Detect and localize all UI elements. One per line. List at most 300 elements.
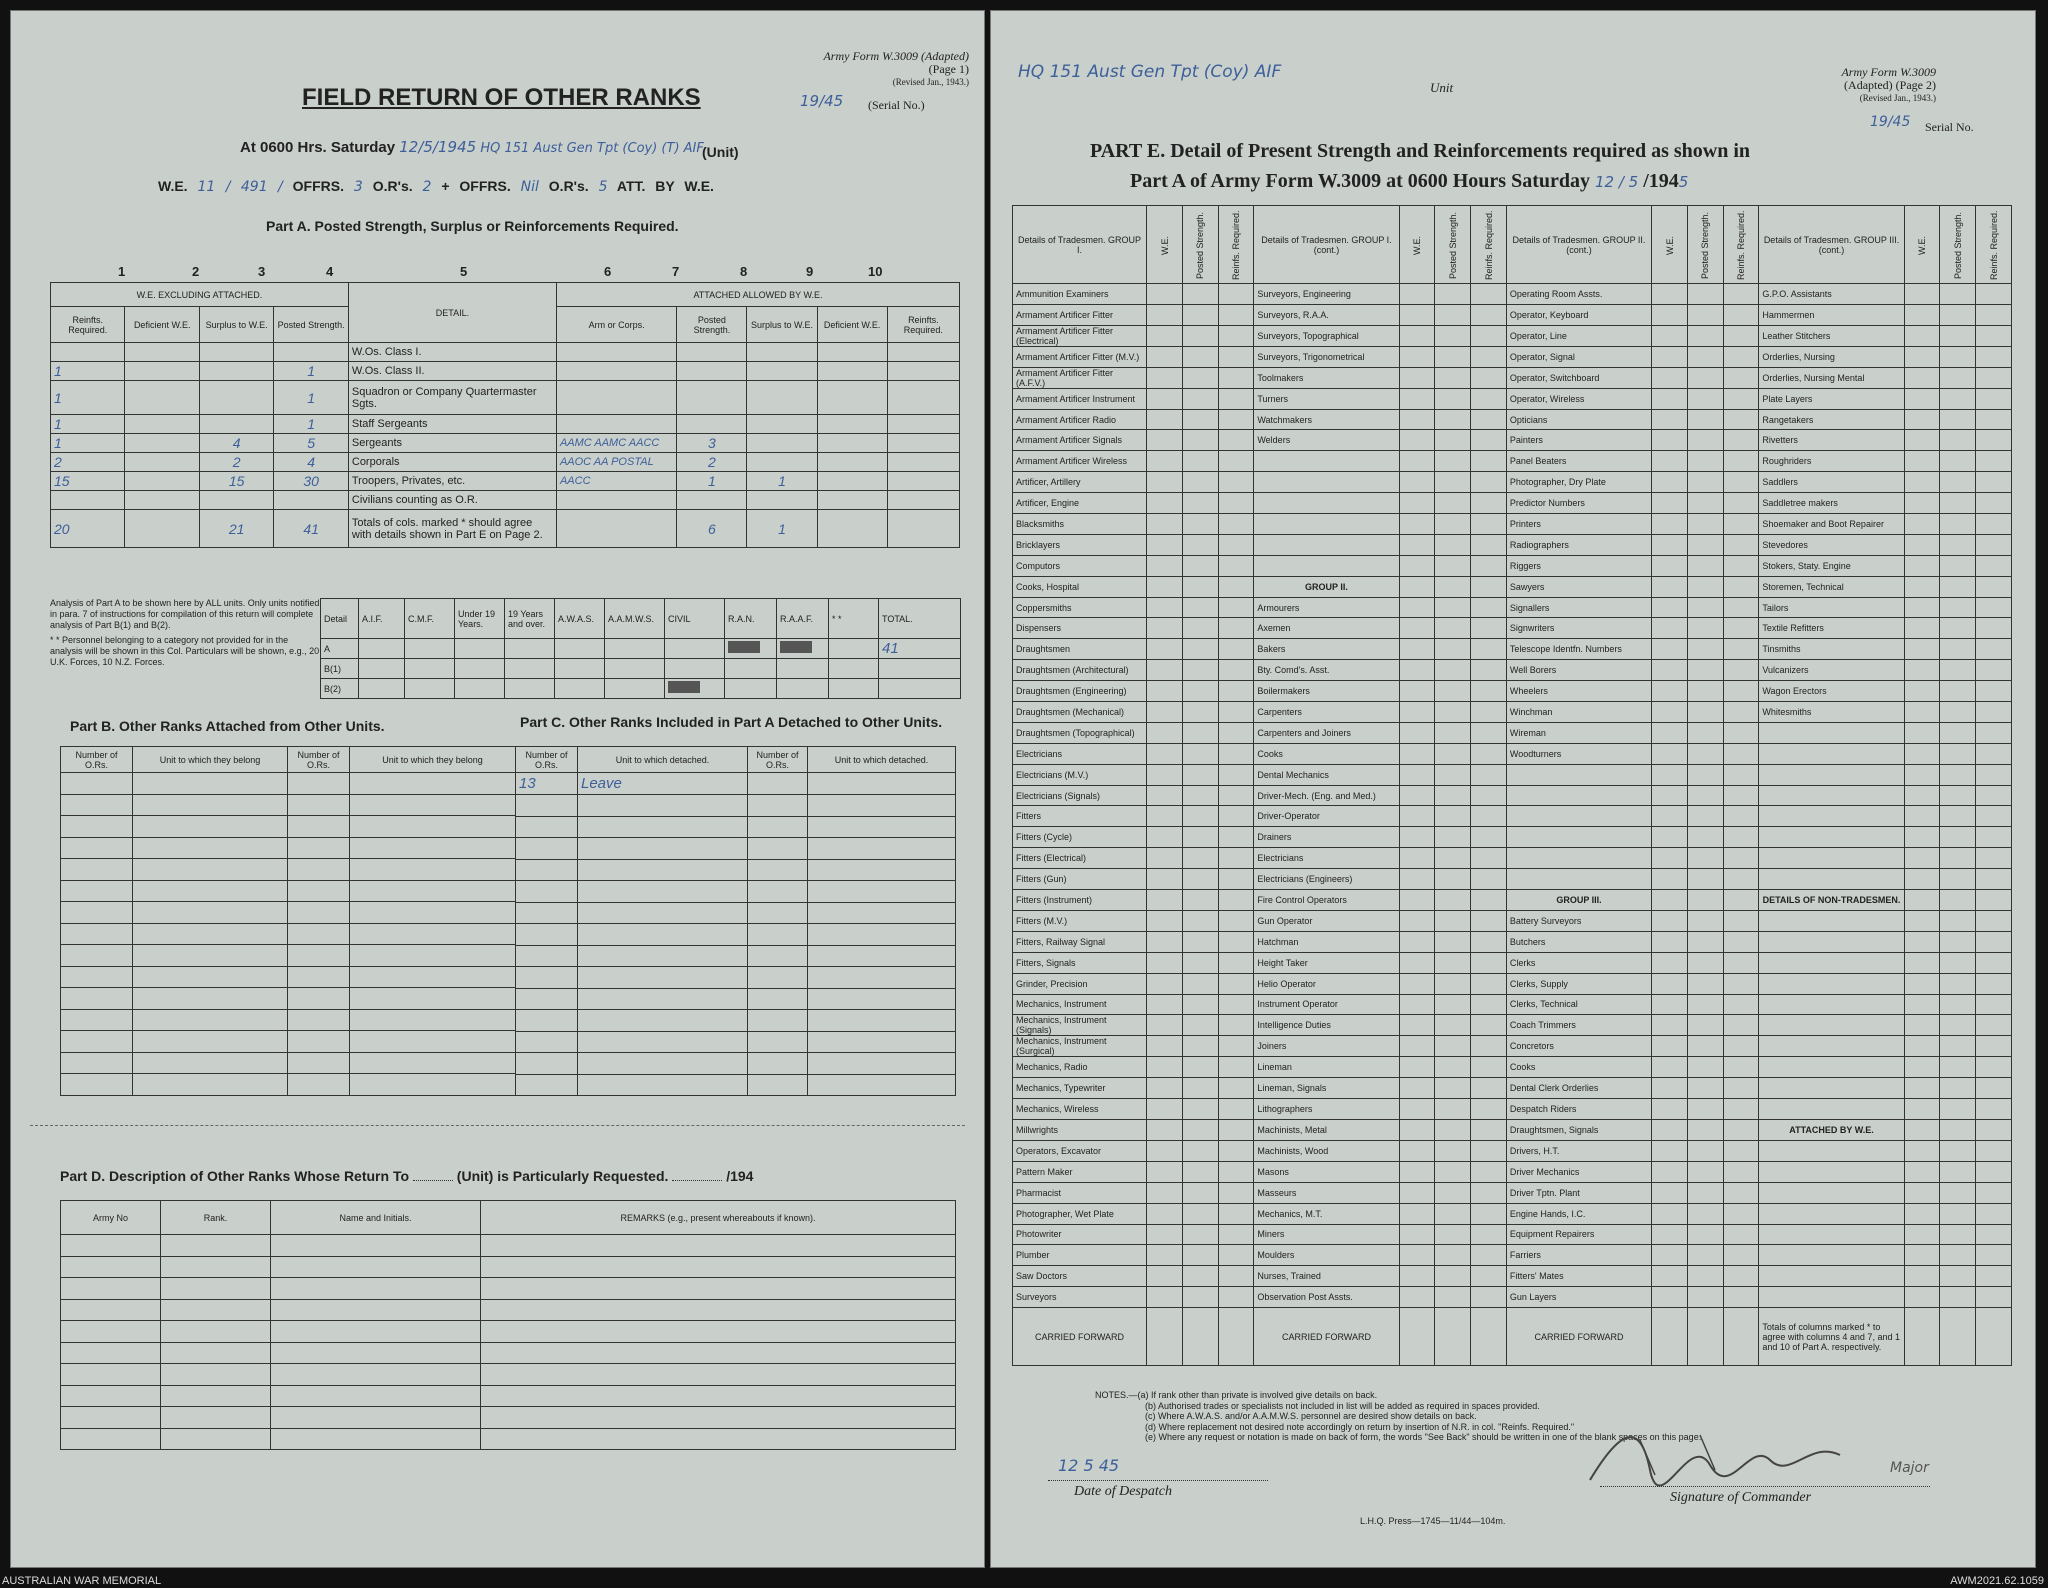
trade-name-cell: Artificer, Engine — [1013, 493, 1147, 514]
count-cell — [1904, 1287, 1940, 1308]
form-number: Army Form W.3009 (Adapted) — [823, 49, 969, 63]
count-cell — [1687, 1015, 1723, 1036]
count-cell — [1399, 1224, 1435, 1245]
blank-row — [516, 1031, 956, 1053]
blank-row — [516, 902, 956, 924]
count-cell — [1976, 493, 2012, 514]
trade-row — [1013, 346, 2012, 367]
part-a-row — [51, 434, 960, 453]
blank-cell — [350, 1074, 516, 1096]
count-cell — [1182, 1203, 1218, 1224]
count-cell — [1904, 284, 1940, 305]
year-prefix: /194 — [1643, 170, 1679, 192]
count-cell — [1940, 952, 1976, 973]
trade-name-cell: DETAILS OF NON-TRADESMEN. — [1759, 890, 1904, 911]
count-cell — [1218, 304, 1254, 325]
trade-name-cell: Wheelers — [1506, 681, 1651, 702]
blank-cell — [808, 795, 956, 817]
attached-deficient-cell — [817, 472, 887, 491]
blank-cell — [288, 773, 350, 795]
count-cell — [1147, 1161, 1183, 1182]
count-cell — [1218, 848, 1254, 869]
trade-name-cell: Intelligence Duties — [1254, 1015, 1399, 1036]
count-cell — [1904, 1224, 1940, 1245]
blank-cell — [133, 794, 288, 816]
trade-row — [1013, 973, 2012, 994]
blank-cell — [288, 859, 350, 881]
count-cell — [1976, 827, 2012, 848]
blank-row — [61, 880, 516, 902]
blank-cell — [748, 1074, 808, 1096]
blank-row — [61, 1009, 516, 1031]
col-header: Posted Strength. — [274, 307, 348, 343]
trade-row — [1013, 1057, 2012, 1078]
count-cell — [1687, 722, 1723, 743]
count-cell — [1687, 1245, 1723, 1266]
count-cell — [1723, 722, 1759, 743]
blank-row — [516, 967, 956, 989]
count-cell — [1399, 1036, 1435, 1057]
count-cell — [1399, 952, 1435, 973]
count-cell — [1147, 639, 1183, 660]
blank-cell — [516, 859, 578, 881]
blank-row — [61, 945, 516, 967]
right-page — [990, 10, 2036, 1568]
attached-surplus-cell — [747, 434, 817, 453]
trade-name-cell — [1759, 994, 1904, 1015]
trade-name-cell: Height Taker — [1254, 952, 1399, 973]
trade-name-cell: Rivetters — [1759, 430, 1904, 451]
attached-posted-cell: 1 — [677, 472, 747, 491]
count-cell — [1399, 1182, 1435, 1203]
count-cell — [1904, 869, 1940, 890]
trade-name-cell: Machinists, Wood — [1254, 1140, 1399, 1161]
trade-name-cell: Fitters, Signals — [1013, 952, 1147, 973]
count-cell — [1471, 409, 1507, 430]
count-cell — [1471, 764, 1507, 785]
carried-forward-label: CARRIED FORWARD — [1013, 1308, 1147, 1366]
count-cell — [1976, 639, 2012, 660]
trade-row — [1013, 660, 2012, 681]
blank-row — [61, 1031, 516, 1053]
count-cell — [1976, 1078, 2012, 1099]
surplus-cell — [199, 491, 273, 510]
blank-cell — [288, 902, 350, 924]
blank-cell — [748, 945, 808, 967]
blank-cell — [161, 1278, 271, 1300]
blank-row — [61, 1407, 956, 1429]
analysis-row-label: B(2) — [321, 679, 359, 699]
count-cell — [1399, 555, 1435, 576]
blank-cell — [481, 1235, 956, 1257]
blank-cell — [61, 1407, 161, 1429]
blank-cell — [516, 945, 578, 967]
trade-name-cell: Welders — [1254, 430, 1399, 451]
count-cell — [1652, 952, 1688, 973]
count-cell — [1976, 722, 2012, 743]
count-cell — [1976, 304, 2012, 325]
col-number: 2 — [192, 264, 200, 279]
count-cell — [1399, 1078, 1435, 1099]
count-cell — [1976, 1224, 2012, 1245]
trade-name-cell: Surveyors, Topographical — [1254, 325, 1399, 346]
count-cell — [1687, 1057, 1723, 1078]
count-cell — [1976, 931, 2012, 952]
trade-name-cell: Winchman — [1506, 702, 1651, 723]
trade-name-cell — [1759, 1036, 1904, 1057]
blank-cell — [61, 945, 133, 967]
count-cell — [1435, 1182, 1471, 1203]
count-cell — [1435, 1057, 1471, 1078]
attached-deficient-cell — [817, 510, 887, 548]
count-cell — [1399, 1266, 1435, 1287]
count-cell — [1904, 514, 1940, 535]
trade-row — [1013, 1078, 2012, 1099]
posted-strength-cell: 4 — [274, 453, 348, 472]
attached-deficient-cell — [817, 453, 887, 472]
count-cell — [1147, 1182, 1183, 1203]
trade-name-cell: Armament Artificer Fitter — [1013, 304, 1147, 325]
attached-posted-cell — [677, 491, 747, 510]
blank-cell — [161, 1364, 271, 1386]
trade-name-cell: Surveyors, Trigonometrical — [1254, 346, 1399, 367]
count-cell — [1940, 1057, 1976, 1078]
sub-header: W.E. — [1904, 206, 1940, 284]
blank-cell — [808, 988, 956, 1010]
count-cell — [1147, 1099, 1183, 1120]
count-cell — [1147, 1078, 1183, 1099]
count-cell — [1687, 493, 1723, 514]
count-cell — [1218, 388, 1254, 409]
count-cell — [1723, 451, 1759, 472]
arm-corps-cell — [556, 510, 676, 548]
analysis-header: R.A.N. — [725, 599, 777, 639]
count-cell — [1723, 994, 1759, 1015]
analysis-header: TOTAL. — [879, 599, 961, 639]
blank-cell — [288, 945, 350, 967]
count-cell — [1399, 576, 1435, 597]
trade-name-cell: Stokers, Staty. Engine — [1759, 555, 1904, 576]
count-cell — [1399, 722, 1435, 743]
count-cell — [1976, 534, 2012, 555]
blank-row — [516, 795, 956, 817]
blank-cell — [271, 1364, 481, 1386]
attached-reinfts-cell — [887, 415, 959, 434]
count-cell — [1723, 618, 1759, 639]
col-header: Reinfts. Required. — [887, 307, 959, 343]
count-cell — [1687, 869, 1723, 890]
count-cell — [1940, 1287, 1976, 1308]
blank-cell — [161, 1342, 271, 1364]
count-cell — [1723, 848, 1759, 869]
surplus-cell: 15 — [199, 472, 273, 491]
count-cell — [1940, 618, 1976, 639]
blank-row — [516, 838, 956, 860]
trade-row — [1013, 910, 2012, 931]
count-cell — [1723, 1266, 1759, 1287]
signature-label: Signature of Commander — [1670, 1490, 1812, 1505]
blank-cell — [578, 967, 748, 989]
count-cell — [1399, 1099, 1435, 1120]
count-cell — [1904, 806, 1940, 827]
trade-name-cell: Saddlers — [1759, 472, 1904, 493]
count-cell — [1435, 284, 1471, 305]
count-cell — [1435, 1078, 1471, 1099]
trade-name-cell — [1759, 1078, 1904, 1099]
part-c-header: Unit to which detached. — [578, 747, 748, 773]
count-cell — [1218, 325, 1254, 346]
att-label: ATT. BY W.E. — [616, 178, 714, 194]
trade-name-cell — [1759, 1161, 1904, 1182]
count-cell — [1904, 890, 1940, 911]
count-cell — [1218, 451, 1254, 472]
detail-cell: Troopers, Privates, etc. — [348, 472, 556, 491]
blank-cell — [61, 1428, 161, 1450]
trade-row — [1013, 534, 2012, 555]
perforation-line — [30, 1125, 965, 1126]
count-cell — [1147, 493, 1183, 514]
part-b-header: Number of O.Rs. — [288, 747, 350, 773]
trade-name-cell: Turners — [1254, 388, 1399, 409]
count-cell — [1147, 910, 1183, 931]
count-cell — [1147, 409, 1183, 430]
count-cell — [1723, 681, 1759, 702]
blank-row — [61, 1074, 516, 1096]
count-cell — [1218, 660, 1254, 681]
count-cell — [1399, 1287, 1435, 1308]
count-cell — [1182, 722, 1218, 743]
count-cell — [1723, 1224, 1759, 1245]
count-cell — [1435, 722, 1471, 743]
count-cell — [1976, 1099, 2012, 1120]
trade-name-cell: Panel Beaters — [1506, 451, 1651, 472]
count-cell — [1976, 806, 2012, 827]
attached-surplus-cell: 1 — [747, 510, 817, 548]
trade-row — [1013, 806, 2012, 827]
count-cell — [1182, 1161, 1218, 1182]
count-cell — [1976, 1036, 2012, 1057]
count-cell — [1399, 409, 1435, 430]
trade-name-cell: Electricians — [1013, 743, 1147, 764]
trade-row — [1013, 1182, 2012, 1203]
count-cell — [1435, 1120, 1471, 1141]
count-cell — [1687, 1182, 1723, 1203]
count-cell — [1652, 743, 1688, 764]
posted-strength-cell: 1 — [274, 381, 348, 415]
col-number: 4 — [326, 264, 334, 279]
blank-cell — [748, 881, 808, 903]
attached-surplus-cell — [747, 453, 817, 472]
trade-name-cell: ATTACHED BY W.E. — [1759, 1120, 1904, 1141]
trade-row — [1013, 576, 2012, 597]
count-cell — [1687, 1287, 1723, 1308]
count-cell — [1147, 555, 1183, 576]
count-cell — [1218, 1036, 1254, 1057]
we-label: W.E. — [158, 178, 188, 194]
attached-reinfts-cell — [887, 472, 959, 491]
blank-cell — [808, 859, 956, 881]
count-cell — [1435, 785, 1471, 806]
blank-cell — [61, 837, 133, 859]
plus-sign: + — [441, 178, 450, 194]
trade-name-cell — [1759, 1245, 1904, 1266]
count-cell — [1904, 910, 1940, 931]
blank-cell — [481, 1385, 956, 1407]
count-cell — [1218, 827, 1254, 848]
analysis-header: C.M.F. — [405, 599, 455, 639]
part-a-row — [51, 362, 960, 381]
part-a-row — [51, 415, 960, 434]
count-cell — [1652, 931, 1688, 952]
count-cell — [1940, 931, 1976, 952]
count-cell — [1471, 952, 1507, 973]
trade-name-cell: Armament Artificer Radio — [1013, 409, 1147, 430]
count-cell — [1147, 597, 1183, 618]
blank-cell — [808, 1053, 956, 1075]
blank-cell — [271, 1342, 481, 1364]
count-cell — [1940, 430, 1976, 451]
count-cell — [1182, 325, 1218, 346]
count-cell — [1652, 284, 1688, 305]
sub-header: W.E. — [1399, 206, 1435, 284]
count-cell — [1182, 534, 1218, 555]
trade-name-cell — [1759, 1266, 1904, 1287]
count-cell — [1723, 827, 1759, 848]
count-cell — [1940, 681, 1976, 702]
count-cell — [1687, 681, 1723, 702]
count-cell — [1723, 409, 1759, 430]
trade-name-cell — [1254, 534, 1399, 555]
count-cell — [1147, 931, 1183, 952]
part-a-row — [51, 472, 960, 491]
footer-reference: AWM2021.62.1059 — [1950, 1575, 2044, 1587]
serial-label: Serial No. — [1925, 120, 1974, 134]
count-cell — [1218, 869, 1254, 890]
blank-row — [61, 966, 516, 988]
count-cell — [1687, 304, 1723, 325]
count-cell — [1723, 388, 1759, 409]
arm-corps-cell — [556, 415, 676, 434]
blank-cell — [350, 923, 516, 945]
count-cell — [1218, 1099, 1254, 1120]
part-c-header: Number of O.Rs. — [748, 747, 808, 773]
trade-row — [1013, 367, 2012, 388]
trade-row — [1013, 764, 2012, 785]
trade-name-cell: Operators, Excavator — [1013, 1140, 1147, 1161]
trade-name-cell: Electricians (Engineers) — [1254, 869, 1399, 890]
count-cell — [1904, 1120, 1940, 1141]
count-cell — [1182, 430, 1218, 451]
count-cell — [1399, 388, 1435, 409]
trade-name-cell: Draughtsmen (Engineering) — [1013, 681, 1147, 702]
blank-row — [61, 1052, 516, 1074]
count-cell — [1471, 346, 1507, 367]
count-cell — [1471, 827, 1507, 848]
count-cell — [1687, 702, 1723, 723]
blank-cell — [808, 881, 956, 903]
count-cell — [1904, 1078, 1940, 1099]
blank-cell — [350, 966, 516, 988]
blank-cell — [516, 1031, 578, 1053]
count-cell — [1940, 1036, 1976, 1057]
trade-name-cell: Saddletree makers — [1759, 493, 1904, 514]
trade-row — [1013, 430, 2012, 451]
count-cell — [1218, 367, 1254, 388]
surplus-cell — [199, 415, 273, 434]
trade-name-cell: Observation Post Assts. — [1254, 1287, 1399, 1308]
count-cell — [1687, 764, 1723, 785]
count-cell — [1652, 910, 1688, 931]
trade-name-cell — [1254, 493, 1399, 514]
sub-header: Posted Strength. — [1940, 206, 1976, 284]
count-cell — [1687, 973, 1723, 994]
count-cell — [1652, 681, 1688, 702]
count-cell — [1976, 576, 2012, 597]
count-cell — [1182, 1015, 1218, 1036]
trade-name-cell: Toolmakers — [1254, 367, 1399, 388]
count-cell — [1182, 743, 1218, 764]
count-cell — [1652, 1161, 1688, 1182]
sub-header: Reinfs. Required. — [1723, 206, 1759, 284]
subtitle-text: Part A of Army Form W.3009 at 0600 Hours Saturday — [1130, 170, 1590, 192]
count-cell — [1904, 681, 1940, 702]
count-cell — [1904, 639, 1940, 660]
trade-name-cell — [1759, 1140, 1904, 1161]
count-cell — [1147, 514, 1183, 535]
trade-name-cell: Orderlies, Nursing — [1759, 346, 1904, 367]
count-cell — [1652, 388, 1688, 409]
count-cell — [1652, 1203, 1688, 1224]
trade-name-cell: Nurses, Trained — [1254, 1266, 1399, 1287]
count-cell — [1471, 1182, 1507, 1203]
count-cell — [1147, 890, 1183, 911]
deficient-cell — [125, 381, 199, 415]
count-cell — [1435, 994, 1471, 1015]
trade-name-cell — [1506, 869, 1651, 890]
count-cell — [1976, 346, 2012, 367]
count-cell — [1147, 1245, 1183, 1266]
attached-header: ATTACHED ALLOWED BY W.E. — [556, 283, 959, 307]
trade-name-cell: Fire Control Operators — [1254, 890, 1399, 911]
count-cell — [1218, 514, 1254, 535]
count-cell — [1687, 827, 1723, 848]
trade-row — [1013, 325, 2012, 346]
form-number: Army Form W.3009 — [1841, 65, 1936, 79]
count-cell — [1435, 848, 1471, 869]
trade-name-cell: Plumber — [1013, 1245, 1147, 1266]
trade-name-cell — [1759, 785, 1904, 806]
blank-cell — [578, 838, 748, 860]
part-c-number-handwritten: 13 — [516, 773, 578, 795]
count-cell — [1471, 973, 1507, 994]
blank-cell — [133, 859, 288, 881]
count-cell — [1940, 764, 1976, 785]
attached-posted-cell — [677, 343, 747, 362]
part-e-title: PART E. Detail of Present Strength and Reinforcements required as shown in — [1090, 140, 1751, 162]
count-cell — [1435, 493, 1471, 514]
count-cell — [1940, 869, 1976, 890]
col-number: 10 — [868, 264, 883, 279]
blank-cell — [288, 923, 350, 945]
count-cell — [1976, 910, 2012, 931]
analysis-header: * * — [829, 599, 879, 639]
blank-cell — [288, 1031, 350, 1053]
trade-name-cell: Armourers — [1254, 597, 1399, 618]
count-cell — [1687, 1120, 1723, 1141]
trade-name-cell: Drainers — [1254, 827, 1399, 848]
count-cell — [1976, 660, 2012, 681]
trade-name-cell: Farriers — [1506, 1245, 1651, 1266]
